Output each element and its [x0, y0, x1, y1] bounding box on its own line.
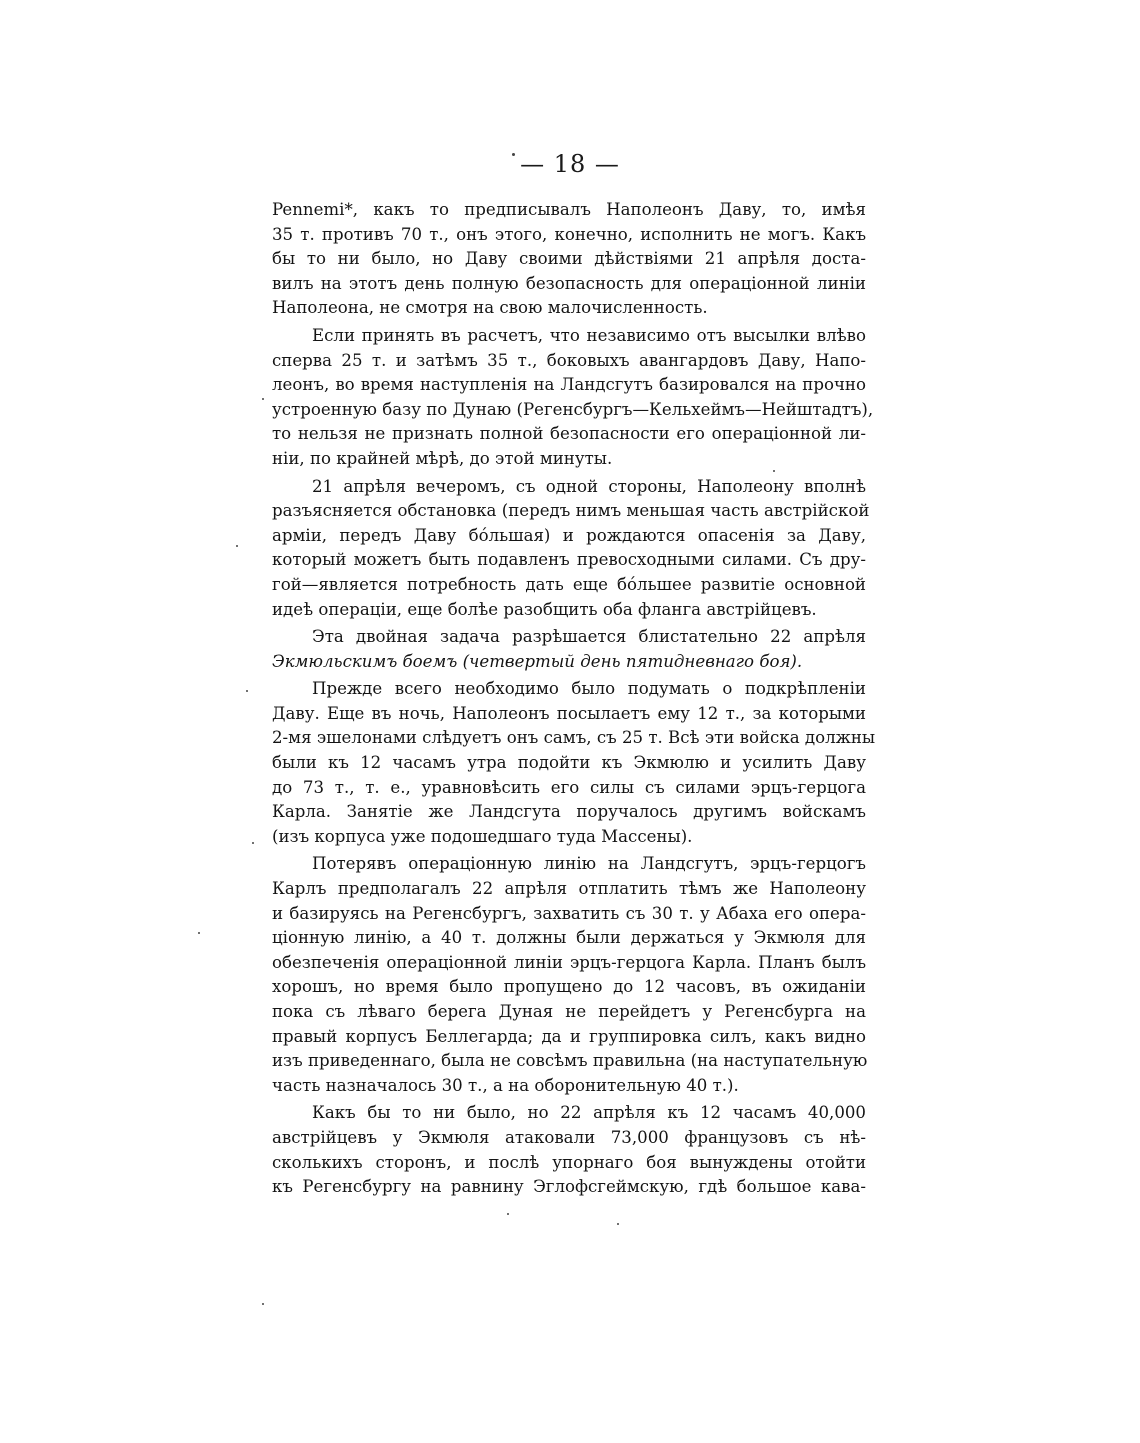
text-line: австрійцевъ у Экмюля атаковали 73,000 французовъ съ нѣ-	[272, 1127, 866, 1147]
text-line: который можетъ быть подавленъ превосходными силами. Съ дру-	[272, 550, 866, 570]
text-line: обезпеченія операціонной линіи эрцъ-герцога Карла. Планъ былъ	[272, 952, 866, 972]
text-line: Потерявъ операціонную линію на Ландсгутъ, эрцъ-герцогъ	[312, 854, 866, 874]
scan-speck	[512, 153, 515, 156]
text-line: леонъ, во время наступленія на Ландсгутъ базировался на прочно	[272, 375, 866, 395]
page-number: — 18 —	[520, 150, 620, 178]
scan-speck	[262, 398, 264, 400]
text-line: арміи, передъ Даву бóльшая) и рождаются опасенія за Даву,	[272, 525, 866, 545]
text-line: пока съ лѣваго берега Дуная не перейдетъ у Регенсбурга на	[272, 1002, 866, 1021]
text-line: правый корпусъ Беллегарда; да и группировка силъ, какъ видно	[272, 1026, 866, 1046]
text-line: 2-мя эшелонами слѣдуетъ онъ самъ, съ 25 т. Всѣ эти войска должны	[272, 728, 876, 748]
text-line: (изъ корпуса уже подошедшаго туда Массены).	[272, 826, 693, 846]
text-line: 21 апрѣля вечеромъ, съ одной стороны, Наполеону вполнѣ	[312, 476, 866, 496]
text-line: были къ 12 часамъ утра подойти къ Экмюлю и усилить Даву	[272, 753, 866, 773]
text-line: часть назначалось 30 т., а на оборонительную 40 т.).	[272, 1075, 739, 1095]
text-line: сколькихъ сторонъ, и послѣ упорнаго боя вынуждены отойти	[272, 1152, 866, 1172]
text-line: 35 т. противъ 70 т., онъ этого, конечно, исполнить не могъ. Какъ	[272, 224, 866, 244]
text-line: бы то ни было, но Даву своими дѣйствіями 21 апрѣля доста-	[272, 249, 866, 269]
text-line: ціонную линію, а 40 т. должны были держаться у Экмюля для	[272, 928, 866, 948]
scan-speck	[262, 1303, 264, 1305]
text-line: Какъ бы то ни было, но 22 апрѣля къ 12 часамъ 40,000	[312, 1103, 866, 1123]
text-line: Эта двойная задача разрѣшается блистательно 22 апрѣля	[312, 627, 866, 647]
body-text	[272, 198, 876, 1200]
text-line: Если принять въ расчетъ, что независимо отъ высылки влѣво	[312, 325, 866, 345]
text-line: изъ приведеннаго, была не совсѣмъ правильна (на наступательную	[272, 1051, 868, 1071]
scan-speck	[252, 842, 254, 844]
text-line: гой—является потребность дать еще бóльшее развитіе основной	[272, 574, 866, 594]
text-line: вилъ на этотъ день полную безопасность для операціонной линіи	[272, 273, 866, 293]
text-line: то нельзя не признать полной безопасности его операціонной ли-	[272, 424, 866, 444]
text-line: Даву. Еще въ ночь, Наполеонъ посылаетъ ему 12 т., за которыми	[272, 703, 866, 723]
text-line: и базируясь на Регенсбургъ, захватить съ 30 т. у Абаха его опера-	[272, 903, 866, 923]
text-line: до 73 т., т. е., уравновѣсить его силы съ силами эрцъ-герцога	[272, 777, 866, 797]
text-line: ніи, по крайней мѣрѣ, до этой минуты.	[272, 448, 613, 468]
text-line: хорошъ, но время было пропущено до 12 часовъ, въ ожиданіи	[272, 977, 866, 997]
scan-speck	[246, 690, 248, 692]
text-line: Карла. Занятіе же Ландсгута поручалось другимъ войскамъ	[272, 802, 866, 822]
text-line: Наполеона, не смотря на свою малочисленность.	[272, 298, 708, 318]
scan-speck	[773, 470, 775, 472]
text-line: Pennemi*, какъ то предписывалъ Наполеонъ Даву, то, имѣя	[272, 200, 866, 219]
text-line: идеѣ операціи, еще болѣе разобщить оба фланга австрійцевъ.	[272, 599, 817, 619]
text-line: къ Регенсбургу на равнину Эглофсгеймскую, гдѣ большое кава-	[272, 1177, 866, 1197]
text-line: Прежде всего необходимо было подумать о подкрѣпленіи	[312, 679, 866, 699]
text-line: устроенную базу по Дунаю (Регенсбургъ—Кельхеймъ—Нейштадтъ),	[272, 399, 874, 419]
scan-speck	[507, 1213, 509, 1215]
scan-speck	[236, 545, 238, 547]
text-line: сперва 25 т. и затѣмъ 35 т., боковыхъ авангардовъ Даву, Напо-	[272, 350, 866, 370]
scan-speck	[198, 932, 200, 934]
text-line: Карлъ предполагалъ 22 апрѣля отплатить тѣмъ же Наполеону	[272, 879, 866, 899]
text-line: Экмюльскимъ боемъ (четвертый день пятидневнаго боя).	[272, 651, 803, 671]
text-line: разъясняется обстановка (передъ нимъ меньшая часть австрійской	[272, 501, 870, 521]
scan-speck	[617, 1223, 619, 1225]
